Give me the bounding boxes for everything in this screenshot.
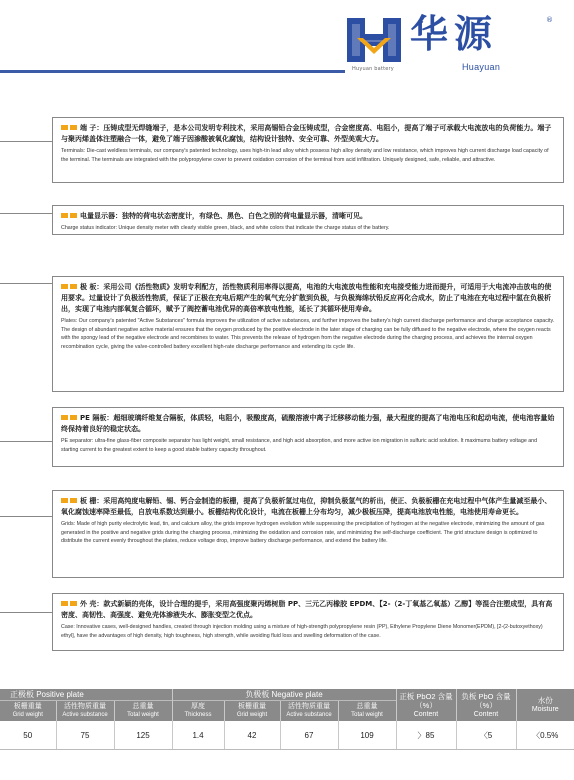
feature-text-en: Terminals: Die-cast weldless terminals, our company's patented technology, uses high-tin lead alloy which possess high alloy density and low resistance, which improves high current discharge load capacity of the terminal. The terminals are integrated with the polypropylene cover to prevent oxidation corrosion of the terminal from acid infiltration. Uniquely designed, safe, reliable, and attractive. bbox=[61, 148, 549, 163]
leader-line bbox=[0, 612, 52, 613]
leader-line bbox=[0, 141, 52, 142]
feature-text-cn: 端 子：压铸成型无焊缝端子，是本公司发明专利技术，采用高锡铅合金压铸成型，合金密度高、电阻小，提高了端子可承载大电流放电的负荷能力。端子与聚丙烯盖体注塑融合一体，避免了端子因渗酸被氧化腐蚀，结构设计独特、安全可靠、外型美观大方。 bbox=[61, 124, 552, 143]
col-neg-active-substance: 活性物质重量 Active substance bbox=[280, 701, 338, 722]
col-pos-total-weight: 总重量 Total weight bbox=[114, 701, 172, 722]
bullet-icon bbox=[61, 284, 68, 289]
leader-line bbox=[0, 213, 52, 214]
table-cell: 67 bbox=[280, 721, 338, 750]
bullet-icon bbox=[70, 498, 77, 503]
col-neg-total-weight: 总重量 Total weight bbox=[338, 701, 396, 722]
feature-grids bbox=[52, 490, 564, 578]
feature-plates bbox=[52, 276, 564, 392]
bullet-icon bbox=[61, 601, 68, 606]
bullet-icon bbox=[70, 213, 77, 218]
col-thickness: 厚度 Thickness bbox=[172, 701, 224, 722]
col-pbo2-content: 正板 PbO2 含量（%） Content bbox=[396, 689, 456, 721]
col-moisture: 水份 Moisture bbox=[516, 689, 574, 721]
leader-line bbox=[0, 516, 52, 517]
bullet-icon bbox=[61, 415, 68, 420]
col-pos-active-substance: 活性物质重量 Active substance bbox=[56, 701, 114, 722]
feature-text-cn: 电量显示器：独特的荷电状态密度计，有绿色、黑色、白色之别的荷电量显示器，清晰可见。 bbox=[61, 211, 555, 222]
bullet-icon bbox=[61, 213, 68, 218]
table-cell: 42 bbox=[224, 721, 280, 750]
table-cell: 〈5 bbox=[456, 721, 516, 750]
feature-pe-separator bbox=[52, 407, 564, 467]
brand-subtitle: Huyuan battery bbox=[352, 66, 394, 72]
feature-text-en: PE separator: ultra-fine glass-fiber composite separator has light weight, small resistance, and high acid absorption, and more active ion migration in sulfuric acid solution. It maximums battery voltage and starting current to the greatest extent to keep a good stable battery capacity throughout. bbox=[61, 438, 538, 453]
feature-text-cn: PE 隔板：超细玻璃纤维复合隔板，体质轻，电阻小，吸酸度高，硫酸溶液中离子迁移移动能力强，最大程度的提高了电池电压和起动电流，使电池容量始终保持着良好的稳定状态。 bbox=[61, 414, 555, 433]
bullet-icon bbox=[70, 125, 77, 130]
feature-charge-indicator bbox=[52, 205, 564, 235]
table-row bbox=[0, 721, 574, 750]
feature-text-en: Case: Innovative cases, well-designed handles, created through injection molding using a mixture of high-strength polypropylene resin (PP), Ethylene Propylene Diene Monomer(EPDM), [2-(2-butoxyethoxy) ethyl], have the advantages of high density, high toughness, high strength, while avoiding fluid loss and swelling deformation of the case. bbox=[61, 624, 543, 639]
bullet-icon bbox=[61, 498, 68, 503]
col-pbo-content: 负板 PbO 含量（%） Content bbox=[456, 689, 516, 721]
bullet-icon bbox=[70, 601, 77, 606]
brand-name-en: Huayuan bbox=[462, 62, 501, 72]
table-cell: 1.4 bbox=[172, 721, 224, 750]
table-cell: 109 bbox=[338, 721, 396, 750]
table-cell: 〉85 bbox=[396, 721, 456, 750]
table-cell: 50 bbox=[0, 721, 56, 750]
bullet-icon bbox=[70, 284, 77, 289]
header-rule bbox=[0, 70, 345, 73]
huayuan-logo-icon bbox=[343, 12, 405, 68]
table-cell: 75 bbox=[56, 721, 114, 750]
group-negative-plate: 负极板 Negative plate bbox=[172, 689, 396, 701]
col-pos-grid-weight: 板栅重量 Grid weight bbox=[0, 701, 56, 722]
registered-mark: ® bbox=[546, 16, 553, 24]
plate-spec-table bbox=[0, 689, 574, 750]
group-positive-plate: 正极板 Positive plate bbox=[0, 689, 172, 701]
brand-name-cn: 华源 bbox=[410, 12, 499, 56]
feature-text-en: Grids: Made of high purity electrolytic lead, tin, and calcium alloy, the grids improve hydrogen evolution while suppressing the precipitation of hydrogen at the negative electrode, minimizing the amount of gas generated in the positive and negative grids during the charging process, minimizing the oxidation and corrosion rate, and minimizing the self-discharge coefficient. The grid structure design is optimized to distribute the current evenly throughout the plates, reduce voltage drop, improve battery discharge performance, and extend the battery life. bbox=[61, 521, 545, 544]
feature-text-en: Charge status indicator: Unique density meter with clearly visible green, black, and white colors that indicate the charge status of the battery. bbox=[61, 225, 390, 231]
table-cell: 125 bbox=[114, 721, 172, 750]
feature-text-en: Plates: Our company's patented "Active Substances" formula improves the utilization of active substances, and further improves the battery's high current discharge performance and charge acceptance capacity. The design of abundant negative active material ensures that the oxygen produced by the positive electrode in the later stage of charging can be fully diffused to the negative electrode, where the oxygen reacts with the spongy lead of the negative electrode and recombines to water. This prevents the release of hydrogen from the negative electrode during the charging process, and achieves the internal oxygen recombination cycle, giving the valve-controlled battery excellent high-rate discharge performance and extending its cycle life. bbox=[61, 318, 555, 350]
feature-text-cn: 极 板：采用公司《活性物质》发明专利配方，活性物质利用率得以提高，电池的大电流放电性能和充电接受能力进而提升，可适用于大电流冲击放电的使用要求。过量设计了负极活性物质，保证了正极在充电后期产生的氧气充分扩散到负极，与负极海绵状铅反应再化合成水，防止了电池在充电过程中氢在负极析出，实现了电池内部氧复合循环，赋予了阀控蓄电池优异的高倍率放电性能，延长了其循环使用寿命。 bbox=[61, 283, 552, 313]
table-cell: 〈0.5% bbox=[516, 721, 574, 750]
leader-line bbox=[0, 283, 52, 284]
bullet-icon bbox=[61, 125, 68, 130]
feature-case bbox=[52, 593, 564, 651]
feature-text-cn: 外 壳：款式新颖的壳体，设计合理的提手，采用高强度聚丙烯树脂 PP、三元乙丙橡胶 EPDM、【2-（2-丁氧基乙氧基）乙醇】等混合注塑成型，具有高密度、高韧性、高强度、避免壳体渗液失水、膨胀变型之优点。 bbox=[61, 600, 553, 619]
feature-terminals bbox=[52, 117, 564, 183]
bullet-icon bbox=[70, 415, 77, 420]
table-group-row bbox=[0, 689, 574, 701]
col-neg-grid-weight: 板栅重量 Grid weight bbox=[224, 701, 280, 722]
feature-text-cn: 板 栅：采用高纯度电解铅、锡、钙合金制造的板栅，提高了负极析氢过电位，抑制负极氢气的析出，使正、负极板栅在充电过程中气体产生量减至最小、氧化腐蚀速率降至最低，自放电系数达到最小。板栅结构优化设计，电流在板栅上分布均匀，减少极板压降，提高电池放电性能，电池使用寿命更长。 bbox=[61, 497, 552, 516]
leader-line bbox=[0, 441, 52, 442]
